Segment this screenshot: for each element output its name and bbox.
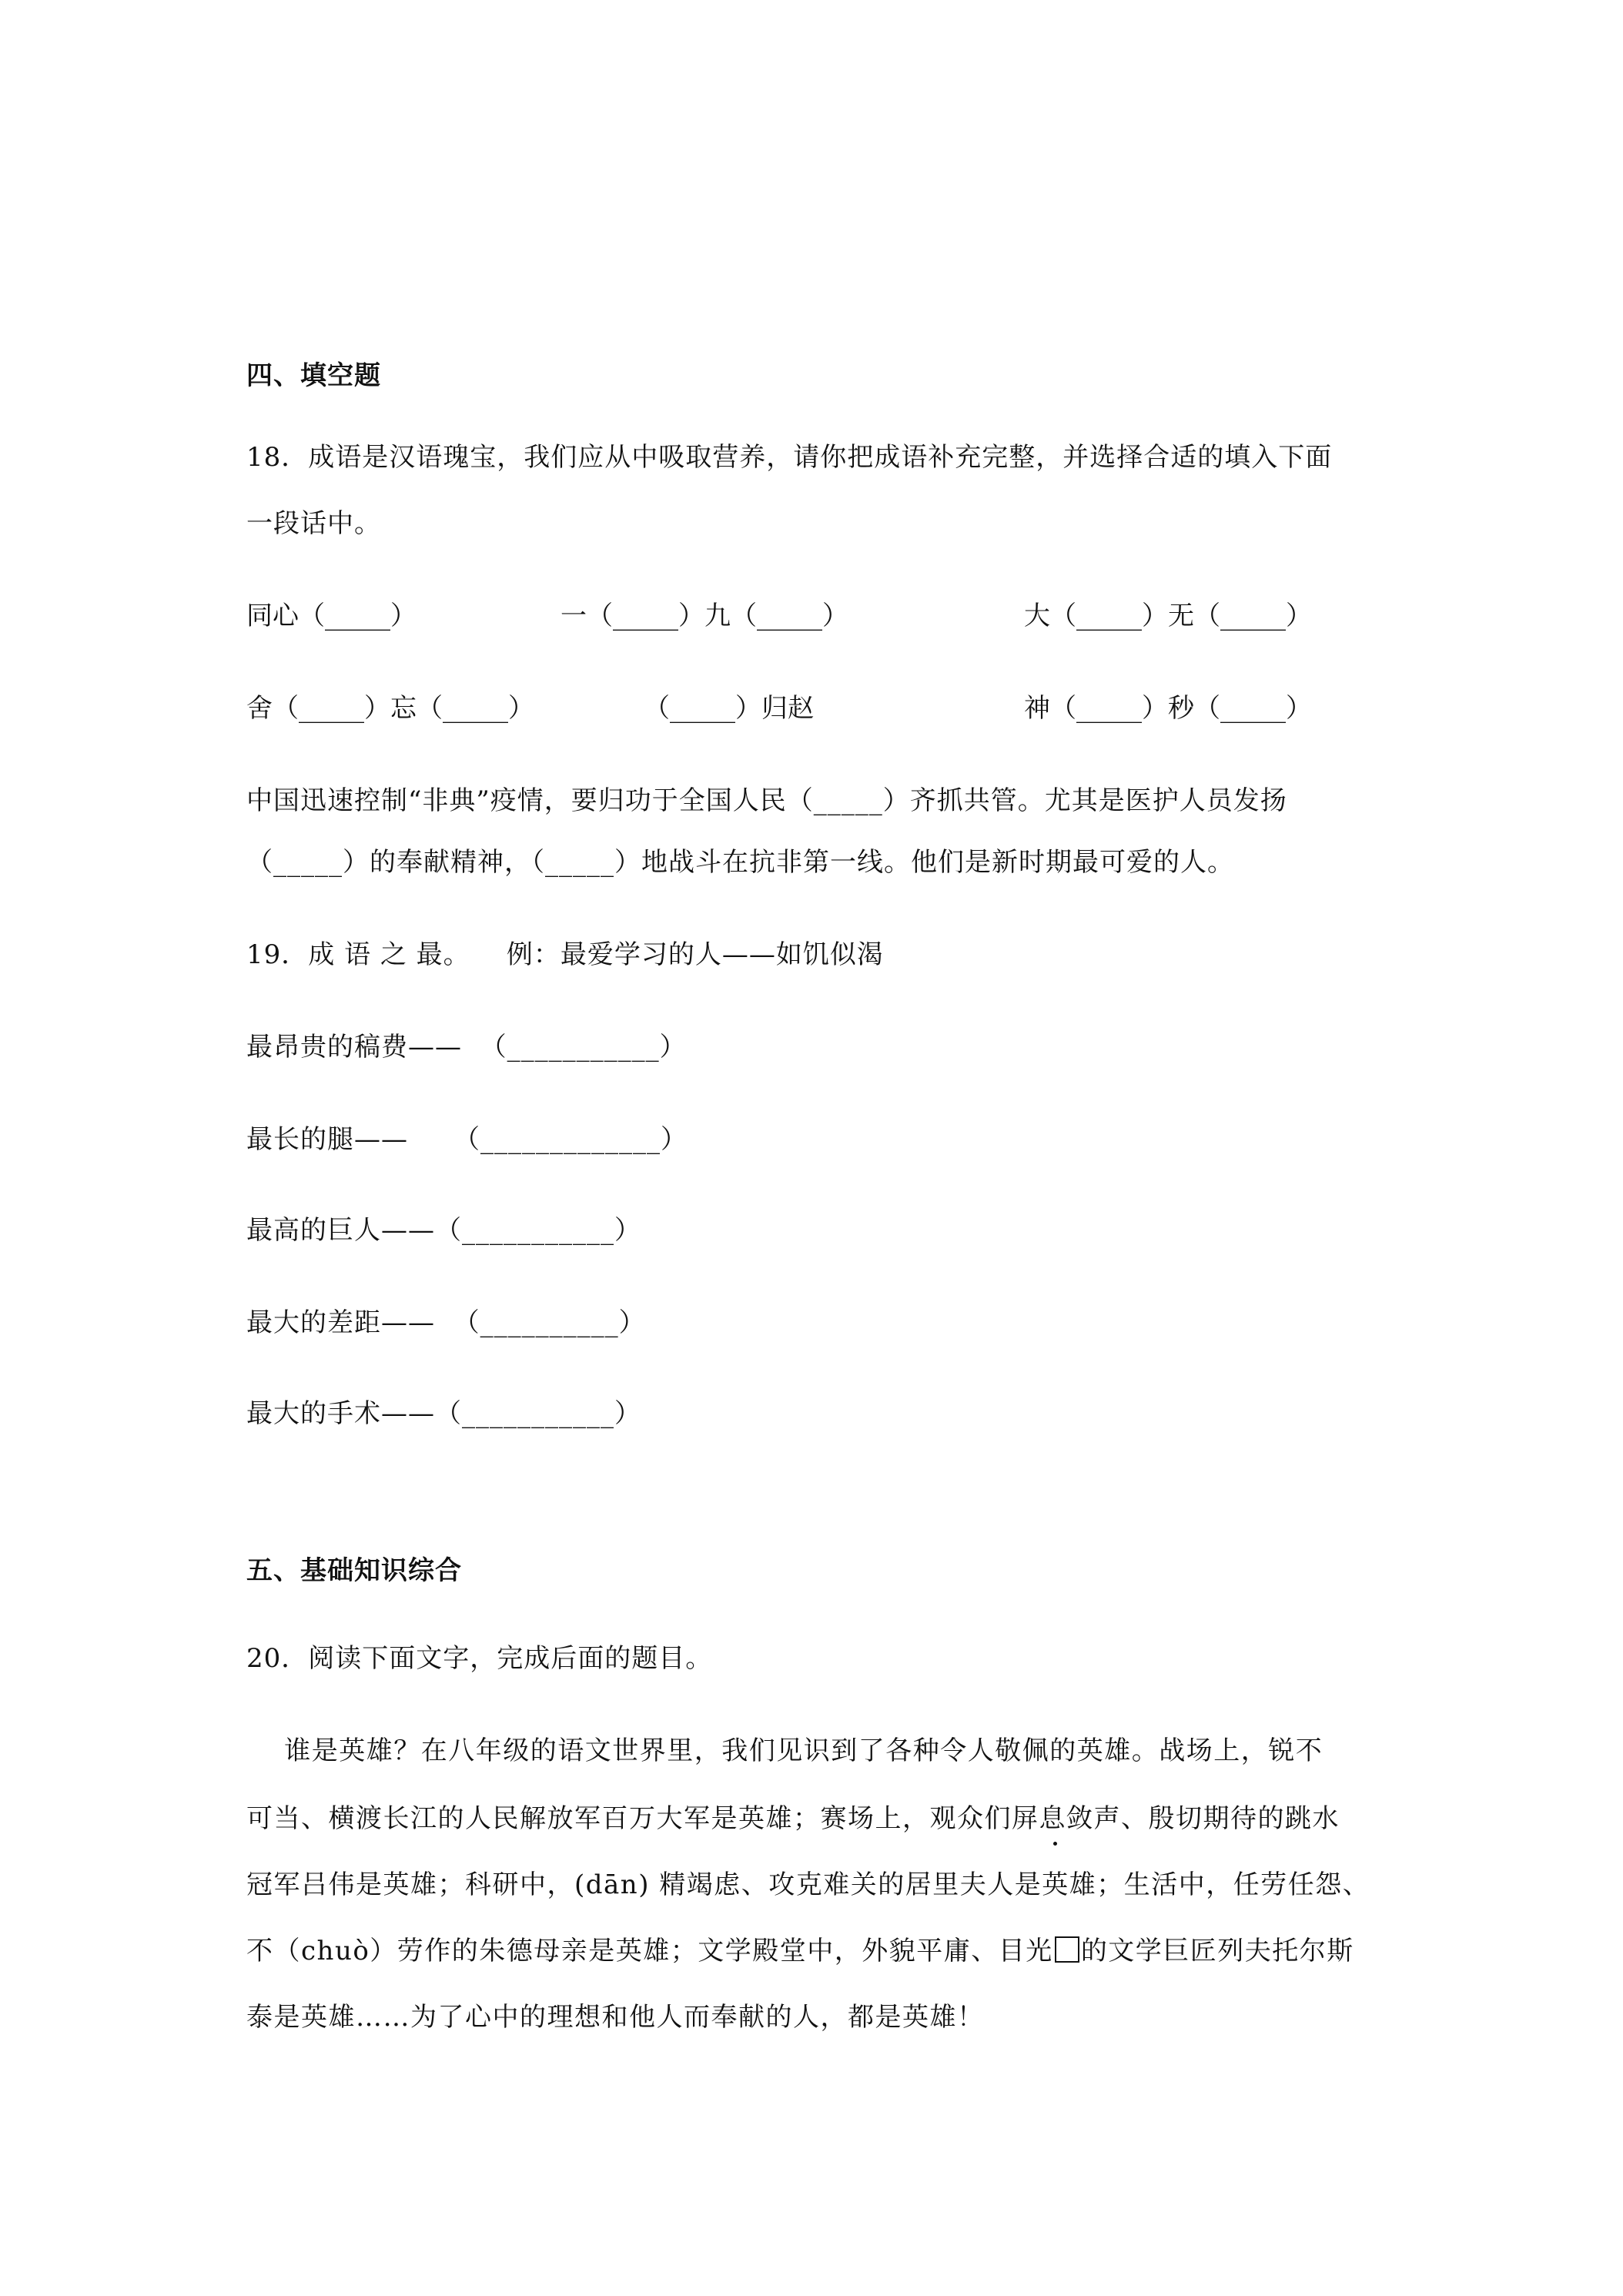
q18-idiom-2: 一（_____）九（_____） (561, 601, 848, 631)
q19-item-1: 最昂贵的稿费—— （___________） (246, 1032, 687, 1063)
q18-idiom-1: 同心（_____） (246, 601, 417, 631)
q20-passage-line1: 谁是英雄？在八年级的语文世界里，我们见识到了各种令人敬佩的英雄。战场上，锐不 (246, 1735, 1323, 1766)
section-heading-fill-blank: 四、填空题 (246, 360, 381, 391)
q18-prompt-line2: 一段话中。 (246, 508, 381, 539)
q20-passage-line3: 冠军吕伟是英雄；科研中，(dān) 精竭虑、攻克难关的居里夫人是英雄；生活中，任劳任怨、 (246, 1869, 1370, 1900)
q18-idiom-4: 舍（_____）忘（_____） (246, 693, 534, 724)
emphasis-dot (1053, 1842, 1057, 1846)
q20-passage-line4 (246, 1933, 1354, 1970)
q19-title: 19．成 语 之 最。 例：最爱学习的人——如饥似渴 (246, 939, 884, 970)
q18-prompt-line1: 18．成语是汉语瑰宝，我们应从中吸取营养，请你把成语补充完整，并选择合适的填入下面 (246, 442, 1333, 473)
q20-passage-line5: 泰是英雄……为了心中的理想和他人而奉献的人，都是英雄！ (246, 2002, 985, 2033)
q20-passage-line2: 可当、横渡长江的人民解放军百万大军是英雄；赛场上，观众们屏息敛声、殷切期待的跳水 (246, 1803, 1340, 1834)
q18-idiom-6: 神（_____）秒（_____） (1024, 693, 1312, 724)
q20-passage-line4-tail: 的文学巨匠列夫托尔斯 (1080, 1936, 1354, 1966)
q18-idiom-5: （_____）归赵 (644, 693, 814, 724)
q19-item-2: 最长的腿—— （_____________） (246, 1124, 688, 1155)
q20-title: 20．阅读下面文字，完成后面的题目。 (246, 1643, 713, 1674)
q19-item-5: 最大的手术——（___________） (246, 1398, 641, 1429)
section-heading-basic-knowledge: 五、基础知识综合 (246, 1555, 462, 1586)
q19-item-4: 最大的差距—— （__________） (246, 1307, 646, 1338)
q18-paragraph-line1: 中国迅速控制“非典”疫情，要归功于全国人民（_____）齐抓共管。尤其是医护人员发扬 (246, 785, 1287, 816)
q20-passage-line4-head: 不（chuò）劳作的朱德母亲是英雄；文学殿堂中，外貌平庸、目光 (246, 1936, 1053, 1966)
q19-item-3: 最高的巨人——（___________） (246, 1215, 641, 1246)
q18-paragraph-line2: （_____）的奉献精神，（_____）地战斗在抗非第一线。他们是新时期最可爱的人。 (246, 847, 1234, 878)
missing-character-box (1055, 1936, 1079, 1963)
q18-idiom-3: 大（_____）无（_____） (1024, 601, 1312, 631)
